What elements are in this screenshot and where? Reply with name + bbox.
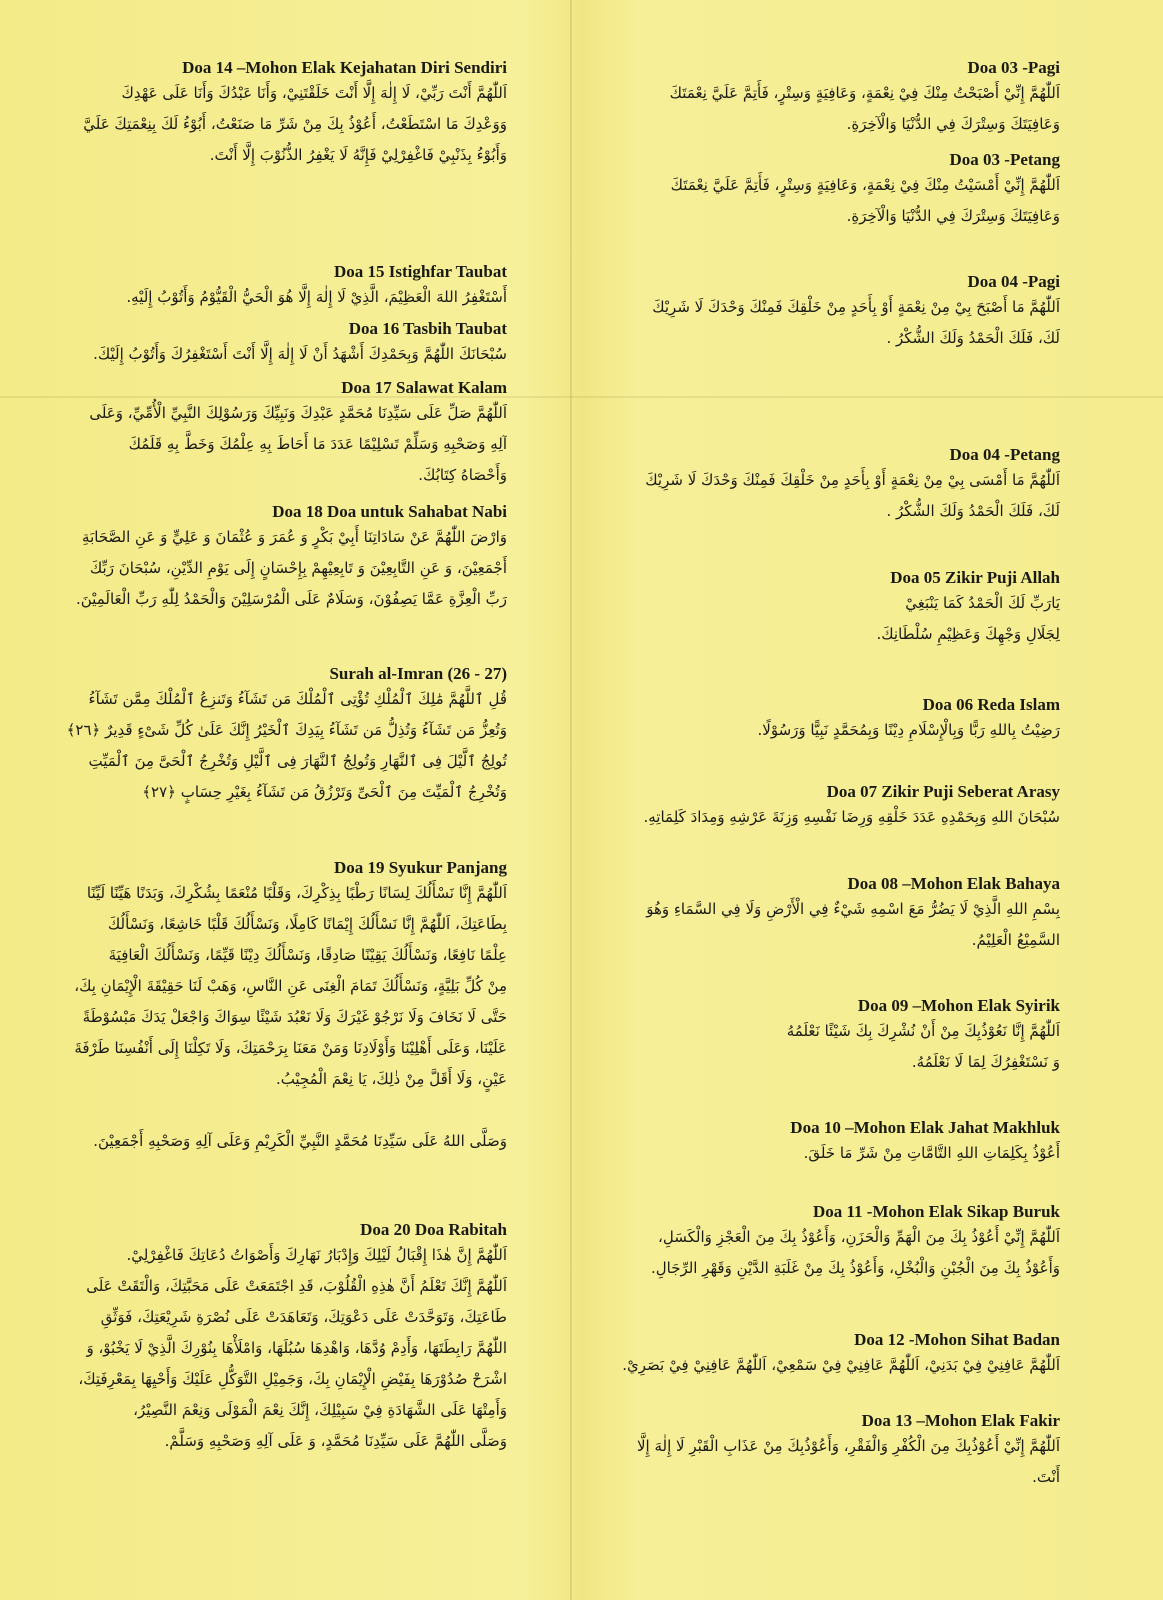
section-title: Doa 10 –Mohon Elak Jahat Makhluk <box>790 1118 1060 1137</box>
arabic-text <box>600 1138 1060 1169</box>
arabic-text <box>62 684 507 808</box>
arabic-text <box>600 894 1060 956</box>
arabic-line: وَتُعِزُّ مَن تَشَآءُ وَتُذِلُّ مَن تَشَآءُ بِيَدِكَ ٱلْخَيْرُ إِنَّكَ عَلَىٰ كُلِّ شَىْءٍ قَدِيرٌ ﴿٢٦﴾ <box>66 721 507 739</box>
arabic-line: أَسْتَغْفِرُ اللهَ الْعَظِيْمَ، الَّذِيْ لَا إِلٰهَ إِلَّا هُوَ الْحَيُّ الْقَيُّوْمُ وَأَتُوْبُ إِلَيْهِ. <box>126 288 507 306</box>
prayer-section <box>600 695 1060 746</box>
section-title: Doa 03 -Petang <box>949 150 1060 169</box>
arabic-text <box>600 1016 1060 1078</box>
section-title: Doa 07 Zikir Puji Seberat Arasy <box>826 782 1060 801</box>
arabic-line: اَللّٰهُمَّ إِنَّكَ تَعْلَمُ أَنَّ هٰذِهِ الْقُلُوْبَ، قَدِ اجْتَمَعَتْ عَلَى مَحَبَّتِكَ، وَالْتَقَتْ عَلَى <box>86 1277 507 1295</box>
prayer-section <box>600 272 1060 354</box>
prayer-section <box>600 1411 1060 1493</box>
arabic-line: وَأَبُوْءُ بِذَنْبِيْ فَاغْفِرْلِيْ فَإِنَّهُ لَا يَغْفِرُ الذُّنُوْبَ إِلَّا أَنْتَ. <box>209 146 507 164</box>
arabic-text <box>62 78 507 171</box>
arabic-line: لَكَ، فَلَكَ الْحَمْدُ وَلَكَ الشُّكْرُ . <box>886 329 1060 347</box>
section-title: Doa 13 –Mohon Elak Fakir <box>861 1411 1060 1430</box>
prayer-section <box>62 58 507 171</box>
arabic-text <box>62 398 507 491</box>
arabic-line: أَنْتَ. <box>1032 1468 1060 1486</box>
arabic-line: وَصَلَّى اللهُ عَلَى سَيِّدِنَا مُحَمَّدٍ النَّبِيِّ الْكَرِيْمِ وَعَلَى آلِهِ وَصَحْبِهِ أَجْمَعِيْنَ. <box>93 1132 507 1150</box>
prayer-section <box>62 858 507 1157</box>
section-title: Doa 06 Reda Islam <box>922 695 1060 714</box>
prayer-section <box>600 568 1060 650</box>
prayer-section <box>600 996 1060 1078</box>
arabic-line: اَللّٰهُمَّ إِنَّ هٰذَا إِقْبَالُ لَيْلِكَ وَإِدْبَارُ نَهَارِكَ وَأَصْوَاتُ دُعَاتِكَ فَاغْفِرْلِيْ. <box>126 1246 507 1264</box>
section-title: Doa 03 -Pagi <box>967 58 1060 77</box>
arabic-line: وَارْضَ اللّٰهُمَّ عَنْ سَادَاتِنَا أَبِيْ بَكْرٍ وَ عُمَرَ وَ عُثْمَانَ وَ عَلِيٍّ وَ عَنِ الصَّحَابَةِ <box>82 528 507 546</box>
arabic-line: اَللّٰهُمَّ مَا أَمْسَى بِيْ مِنْ نِعْمَةٍ أَوْ بِأَحَدٍ مِنْ خَلْقِكَ فَمِنْكَ وَحْدَكَ لَا شَرِيْكَ <box>645 471 1060 489</box>
section-title: Doa 08 –Mohon Elak Bahaya <box>847 874 1060 893</box>
arabic-text <box>600 588 1060 650</box>
arabic-line: اشْرَحْ صُدُوْرَهَا بِفَيْضِ الْإِيْمَانِ بِكَ، وَجَمِيْلِ التَّوَكُّلِ عَلَيْكَ وَأَحْيِهَا بِمَعْرِفَتِكَ، <box>78 1370 507 1388</box>
section-title: Doa 05 Zikir Puji Allah <box>890 568 1060 587</box>
section-title: Doa 16 Tasbih Taubat <box>348 319 507 338</box>
arabic-line: يَارَبِّ لَكَ الْحَمْدُ كَمَا يَنْبَغِيْ <box>905 594 1060 612</box>
prayer-section <box>600 874 1060 956</box>
section-title: Doa 14 –Mohon Elak Kejahatan Diri Sendiri <box>182 58 507 77</box>
section-title: Doa 04 -Pagi <box>967 272 1060 291</box>
arabic-text <box>600 715 1060 746</box>
arabic-line: اَللّٰهُمَّ صَلِّ عَلَى سَيِّدِنَا مُحَمَّدٍ عَبْدِكَ وَنَبِيِّكَ وَرَسُوْلِكَ النَّبِيِّ الْأُمِّيِّ، وَعَلَى <box>89 404 507 422</box>
arabic-line: مِنْ كُلِّ بَلِيَّةٍ، وَنَسْأَلُكَ تَمَامَ الْغِنَى عَنِ النَّاسِ، وَهَبْ لَنَا حَقِيْقَةَ الْإِيْمَانِ بِكَ، <box>74 977 507 995</box>
section-title: Doa 04 -Petang <box>949 445 1060 464</box>
arabic-line: بِسْمِ اللهِ الَّذِيْ لَا يَضُرُّ مَعَ اسْمِهِ شَيْءٌ فِي الْأَرْضِ وَلَا فِي السَّمَاءِ وَهُوَ <box>646 900 1060 918</box>
arabic-line: قُلِ ٱللَّهُمَّ مَٰلِكَ ٱلْمُلْكِ تُؤْتِى ٱلْمُلْكَ مَن تَشَآءُ وَتَنزِعُ ٱلْمُلْكَ مِمَّن تَشَآءُ <box>88 690 507 708</box>
section-title: Doa 12 -Mohon Sihat Badan <box>854 1330 1060 1349</box>
prayer-section <box>600 150 1060 232</box>
prayer-section <box>62 1220 507 1457</box>
arabic-line: وَعَافِيَتَكَ وَسِتْرَكَ فِي الدُّنْيَا وَالْآخِرَةِ. <box>846 207 1060 225</box>
section-title: Doa 20 Doa Rabitah <box>360 1220 507 1239</box>
arabic-line: وَ نَسْتَغْفِرُكَ لِمَا لَا نَعْلَمُهُ. <box>911 1053 1060 1071</box>
arabic-line: رَبِّ الْعِزَّةِ عَمَّا يَصِفُوْنَ، وَسَلَامٌ عَلَى الْمُرْسَلِيْنَ وَالْحَمْدُ لِلّٰهِ رَبِّ الْعَالَمِيْنَ. <box>75 590 507 608</box>
arabic-line: وَعَافِيَتَكَ وَسِتْرَكَ فِي الدُّنْيَا وَالْآخِرَةِ. <box>846 115 1060 133</box>
prayer-section <box>62 262 507 313</box>
arabic-line: لَكَ، فَلَكَ الْحَمْدُ وَلَكَ الشُّكْرُ . <box>886 502 1060 520</box>
prayer-section <box>62 502 507 615</box>
section-title: Doa 09 –Mohon Elak Syirik <box>857 996 1060 1015</box>
arabic-line: بِطَاعَتِكَ، اَللّٰهُمَّ إِنَّا نَسْأَلُكَ إِيْمَانًا كَامِلًا، وَنَسْأَلُكَ قَلْبًا خَاشِعًا، وَنَسْأَلُكَ <box>107 915 507 933</box>
arabic-line: اَللّٰهُمَّ إِنِّيْ أَعُوْذُ بِكَ مِنَ الْهَمِّ وَالْحَزَنِ، وَأَعُوْذُ بِكَ مِنَ الْعَجْزِ وَالْكَسَلِ، <box>658 1228 1060 1246</box>
arabic-line: عِلْمًا نَافِعًا، وَنَسْأَلُكَ يَقِيْنًا صَادِقًا، وَنَسْأَلُكَ دِيْنًا قَيِّمًا، وَنَسْأَلُكَ الْعَافِيَةَ <box>108 946 507 964</box>
arabic-line: اَللّٰهُمَّ عَافِنِيْ فِيْ بَدَنِيْ، اَللّٰهُمَّ عَافِنِيْ فِيْ سَمْعِيْ، اَللّٰهُمَّ عَافِنِيْ فِيْ بَصَرِيْ. <box>622 1356 1060 1374</box>
arabic-line: سُبْحَانَ اللهِ وَبِحَمْدِهِ عَدَدَ خَلْقِهِ وَرِضَا نَفْسِهِ وَزِنَةَ عَرْشِهِ وَمِدَادَ كَلِمَاتِهِ. <box>643 808 1060 826</box>
fold-line-vertical <box>570 0 572 1600</box>
prayer-section <box>600 1202 1060 1284</box>
prayer-section <box>600 58 1060 140</box>
prayer-section <box>600 1118 1060 1169</box>
arabic-line: اَللّٰهُمَّ مَا أَصْبَحَ بِيْ مِنْ نِعْمَةٍ أَوْ بِأَحَدٍ مِنْ خَلْقِكَ فَمِنْكَ وَحْدَكَ لَا شَرِيْكَ <box>652 298 1060 316</box>
arabic-line: تُولِجُ ٱلَّيْلَ فِى ٱلنَّهَارِ وَتُولِجُ ٱلنَّهَارَ فِى ٱلَّيْلِ وَتُخْرِجُ ٱلْحَىَّ مِنَ ٱلْمَيِّتِ <box>88 752 507 770</box>
arabic-line: آلِهِ وَصَحْبِهِ وَسَلِّمْ تَسْلِيْمًا عَدَدَ مَا أَحَاطَ بِهِ عِلْمُكَ وَخَطَّ بِهِ قَلَمُكَ <box>128 435 507 453</box>
arabic-text <box>62 522 507 615</box>
prayer-section <box>600 1330 1060 1381</box>
arabic-line: عَلَيْنَا، وَعَلَى أَهْلِيْنَا وَأَوْلَادِنَا وَمَنْ مَعَنَا بِرَحْمَتِكَ، وَلَا تَكِلْنَا إِلَى أَنْفُسِنَا طَرْفَةَ <box>74 1039 507 1057</box>
arabic-text <box>62 1240 507 1457</box>
section-title: Doa 19 Syukur Panjang <box>333 858 507 877</box>
arabic-line: اَللّٰهُمَّ إِنِّيْ أَصْبَحْتُ مِنْكَ فِيْ نِعْمَةٍ، وَعَافِيَةٍ وَسِتْرٍ، فَأَتِمَّ عَلَيَّ نِعْمَتَكَ <box>669 84 1060 102</box>
arabic-line: اللّٰهُمَّ رَابِطَتَهَا، وَأَدِمْ وُدَّهَا، وَاهْدِهَا سُبُلَهَا، وَامْلَأْهَا بِنُوْرِكَ الَّذِيْ لَا يَخْبُوْ، وَ <box>86 1339 507 1357</box>
arabic-text <box>600 170 1060 232</box>
section-title: Doa 11 -Mohon Elak Sikap Buruk <box>812 1202 1060 1221</box>
arabic-line: وَوَعْدِكَ مَا اسْتَطَعْتُ، أَعُوْذُ بِكَ مِنْ شَرِّ مَا صَنَعْتُ، أَبُوْءُ لَكَ بِنِعْمَتِكَ عَلَيَّ <box>83 115 507 133</box>
arabic-text <box>62 282 507 313</box>
arabic-line: عَيْنٍ، وَلَا أَقَلَّ مِنْ ذٰلِكَ، يَا نِعْمَ الْمُجِيْبُ. <box>275 1070 507 1088</box>
section-title: Surah al-Imran (26 - 27) <box>329 664 507 683</box>
arabic-line: لِجَلَالِ وَجْهِكَ وَعَظِيْمِ سُلْطَانِكَ. <box>876 625 1060 643</box>
arabic-line: وَأَحْصَاهُ كِتَابُكَ. <box>418 466 507 484</box>
arabic-text <box>600 1350 1060 1381</box>
arabic-line: طَاعَتِكَ، وَتَوَحَّدَتْ عَلَى دَعْوَتِكَ، وَتَعَاهَدَتْ عَلَى نُصْرَةِ شَرِيْعَتِكَ، فَوَثِّقِ <box>100 1308 507 1326</box>
arabic-line: اَللّٰهُمَّ إِنَّا نَعُوْذُبِكَ مِنْ أَنْ نُشْرِكَ بِكَ شَيْئًا نَعْلَمُهُ <box>786 1022 1060 1040</box>
arabic-line: وَأَعُوْذُ بِكَ مِنَ الْجُبْنِ وَالْبُخْلِ، وَأَعُوْذُ بِكَ مِنْ غَلَبَةِ الدَّيْنِ وَقَهْرِ الرِّجَالِ. <box>650 1259 1060 1277</box>
arabic-line: اَللّٰهُمَّ إِنِّيْ أَمْسَيْتُ مِنْكَ فِيْ نِعْمَةٍ، وَعَافِيَةٍ وَسِتْرٍ، فَأَتِمَّ عَلَيَّ نِعْمَتَكَ <box>670 176 1060 194</box>
arabic-line: اَللّٰهُمَّ إِنِّيْ أَعُوْذُبِكَ مِنَ الْكُفْرِ وَالْفَقْرِ، وَأَعُوْذُبِكَ مِنْ عَذَابِ الْقَبْرِ لَا إِلٰهَ إِلَّا <box>637 1437 1060 1455</box>
arabic-text <box>600 78 1060 140</box>
arabic-line: رَضِيْتُ بِاللهِ رَبًّا وَبِالْإِسْلَامِ دِيْنًا وَبِمُحَمَّدٍ نَبِيًّا وَرَسُوْلًا. <box>757 721 1060 739</box>
arabic-line: أَعُوْذُ بِكَلِمَاتِ اللهِ التَّامَّاتِ مِنْ شَرِّ مَا خَلَقَ. <box>803 1144 1060 1162</box>
section-title: Doa 15 Istighfar Taubat <box>333 262 507 281</box>
arabic-line: اَللّٰهُمَّ أَنْتَ رَبِّيْ، لَا إِلٰهَ إِلَّا أَنْتَ خَلَقْتَنِيْ، وَأَنَا عَبْدُكَ وَأَنَا عَلَى عَهْدِكَ <box>121 84 507 102</box>
arabic-text <box>600 1222 1060 1284</box>
arabic-text <box>600 1431 1060 1493</box>
arabic-line: حَتَّى لَا نَخَافَ وَلَا نَرْجُوْ غَيْرَكَ وَلَا نَعْبُدَ شَيْئًا سِوَاكَ وَاجْعَلْ يَدَكَ مَبْسُوْطَةً <box>82 1008 507 1026</box>
arabic-line: وَأَمِتْهَا عَلَى الشَّهَادَةِ فِيْ سَبِيْلِكَ، إِنَّكَ نِعْمَ الْمَوْلَى وَنِعْمَ النَّصِيْرُ، <box>133 1401 507 1419</box>
prayer-section <box>62 378 507 491</box>
arabic-line <box>62 1095 507 1126</box>
arabic-text <box>600 465 1060 527</box>
section-title: Doa 17 Salawat Kalam <box>341 378 507 397</box>
prayer-section <box>600 445 1060 527</box>
arabic-text <box>600 292 1060 354</box>
arabic-line: وَصَلَّى اللّٰهُمَّ عَلَى سَيِّدِنَا مُحَمَّدٍ، وَ عَلَى آلِهِ وَصَحْبِهِ وَسَلَّمْ. <box>164 1432 507 1450</box>
arabic-line: السَّمِيْعُ الْعَلِيْمُ. <box>971 931 1060 949</box>
arabic-line: وَتُخْرِجُ ٱلْمَيِّتَ مِنَ ٱلْحَىِّ وَتَرْزُقُ مَن تَشَآءُ بِغَيْرِ حِسَابٍ ﴿٢٧﴾ <box>142 783 507 801</box>
arabic-text <box>62 878 507 1157</box>
arabic-line: سُبْحَانَكَ اللّٰهُمَّ وَبِحَمْدِكَ أَشْهَدُ أَنْ لَا إِلٰهَ إِلَّا أَنْتَ أَسْتَغْفِرُكَ وَأَتُوْبُ إِلَيْكَ. <box>93 345 507 363</box>
arabic-line: اَللّٰهُمَّ إِنَّا نَسْأَلُكَ لِسَانًا رَطْبًا بِذِكْرِكَ، وَقَلْبًا مُنْعَمًا بِشُكْرِكَ، وَبَدَنًا هَيِّنًا لَيِّنًا <box>86 884 507 902</box>
arabic-line: أَجْمَعِيْنَ، وَ عَنِ التَّابِعِيْنَ وَ تَابِعِيْهِمْ بِإِحْسَانٍ إِلَى يَوْمِ الدِّيْنِ، سُبْحَانَ رَبِّكَ <box>89 559 507 577</box>
arabic-text <box>600 802 1060 833</box>
section-title: Doa 18 Doa untuk Sahabat Nabi <box>272 502 507 521</box>
arabic-text <box>62 339 507 370</box>
prayer-section <box>62 319 507 370</box>
prayer-section <box>62 664 507 808</box>
prayer-section <box>600 782 1060 833</box>
